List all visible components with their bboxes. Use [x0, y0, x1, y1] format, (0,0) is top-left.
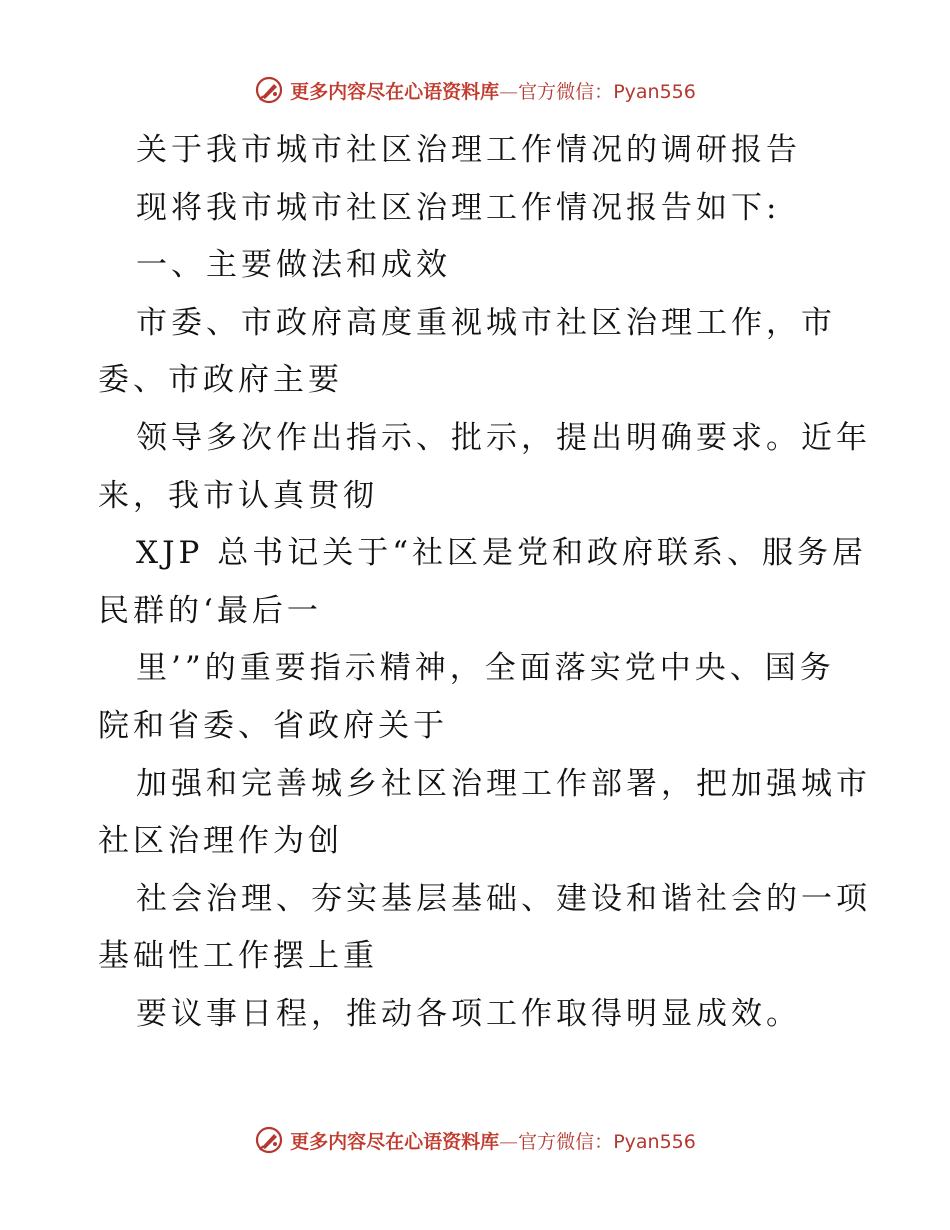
- document-line: XJP 总书记关于“社区是党和政府联系、服务居: [136, 535, 868, 572]
- document-line: 社区治理作为创: [98, 823, 343, 860]
- document-line: 现将我市城市社区治理工作情况报告如下:: [136, 189, 781, 226]
- document-line: 来，我市认真贯彻: [98, 477, 378, 514]
- quill-pen-logo-icon: [254, 1125, 284, 1155]
- document-line: 民群的‘最后一: [98, 592, 322, 629]
- document-line: 社会治理、夯实基层基础、建设和谐社会的一项: [136, 880, 871, 917]
- document-line: 里’”的重要指示精神，全面落实党中央、国务: [136, 650, 835, 687]
- document-line: 加强和完善城乡社区治理工作部署，把加强城市: [136, 765, 871, 802]
- header-watermark: [0, 70, 950, 110]
- document-line: 市委、市政府高度重视城市社区治理工作，市: [136, 304, 836, 341]
- footer-watermark: [0, 1120, 950, 1160]
- document-line: 委、市政府主要: [98, 362, 343, 399]
- document-line: 院和省委、省政府关于: [98, 707, 448, 744]
- document-line: 基础性工作摆上重: [98, 938, 378, 975]
- quill-pen-logo-icon: [254, 75, 284, 105]
- document-line: 领导多次作出指示、批示，提出明确要求。近年: [136, 419, 871, 456]
- document-body: [98, 122, 871, 1044]
- watermark-text: 更多内容尽在心语资料库—官方微信：Pyan556: [290, 1130, 696, 1153]
- watermark-text: 更多内容尽在心语资料库—官方微信：Pyan556: [290, 80, 696, 103]
- document-line: 一、主要做法和成效: [136, 247, 451, 284]
- document-line: 要议事日程，推动各项工作取得明显成效。: [136, 995, 801, 1032]
- document-title: 关于我市城市社区治理工作情况的调研报告: [136, 132, 801, 168]
